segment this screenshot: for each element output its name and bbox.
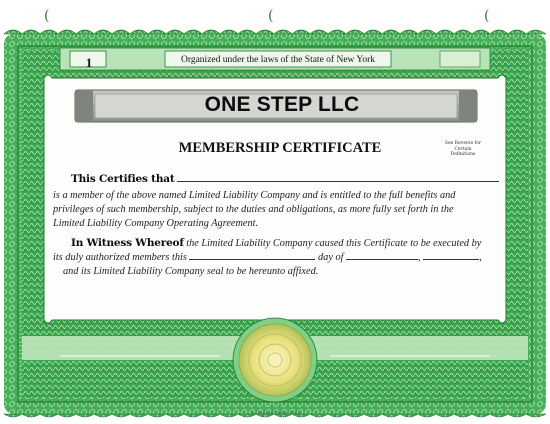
certificate-title: MEMBERSHIP CERTIFICATE [178, 140, 382, 156]
witness-line [53, 236, 498, 251]
certifies-label: This Certifies that [71, 173, 175, 185]
auth-line: its duly authorized members this day of , , [53, 252, 482, 263]
organized-under-text: Organized under the laws of the State of New York [180, 55, 375, 65]
certificate-number: 1 [85, 55, 93, 70]
body-line-1: is a member of the above named Limited Liability Company and is entitled to the full benefits and [53, 190, 456, 201]
company-name: ONE STEP LLC [204, 93, 360, 116]
year-blank[interactable] [423, 250, 479, 260]
day-of-text: day of [318, 252, 344, 263]
copyright-footer: COPYRIGHT NEW YORK [251, 410, 301, 415]
top-ornament-icon: ( [44, 8, 50, 24]
witness-label: In Witness Whereof [71, 237, 184, 249]
body-line-3: Limited Liability Company Operating Agreement. [53, 218, 259, 229]
month-blank[interactable] [346, 250, 418, 260]
auth-text: its duly authorized members this [53, 252, 187, 263]
body-line-2: privileges of such membership, subject to the duties and obligations, as more fully set forth in the [53, 204, 454, 215]
reverse-note [442, 141, 484, 158]
top-ornament-icon: ( [268, 8, 274, 24]
member-name-blank[interactable] [177, 172, 499, 182]
reverse-note-line: Certain Definitions [450, 146, 476, 157]
day-blank[interactable] [189, 250, 315, 260]
witness-text: the Limited Liability Company caused this Certificate to be executed by [183, 238, 482, 249]
seal-icon [233, 318, 317, 402]
reverse-note-line: See Reverse for [444, 141, 482, 146]
certifies-line [53, 172, 498, 187]
top-ornament-icon: ( [484, 8, 490, 24]
seal-text: and its Limited Liability Company seal to be hereunto affixed. [63, 266, 319, 277]
seal-line [53, 265, 498, 279]
